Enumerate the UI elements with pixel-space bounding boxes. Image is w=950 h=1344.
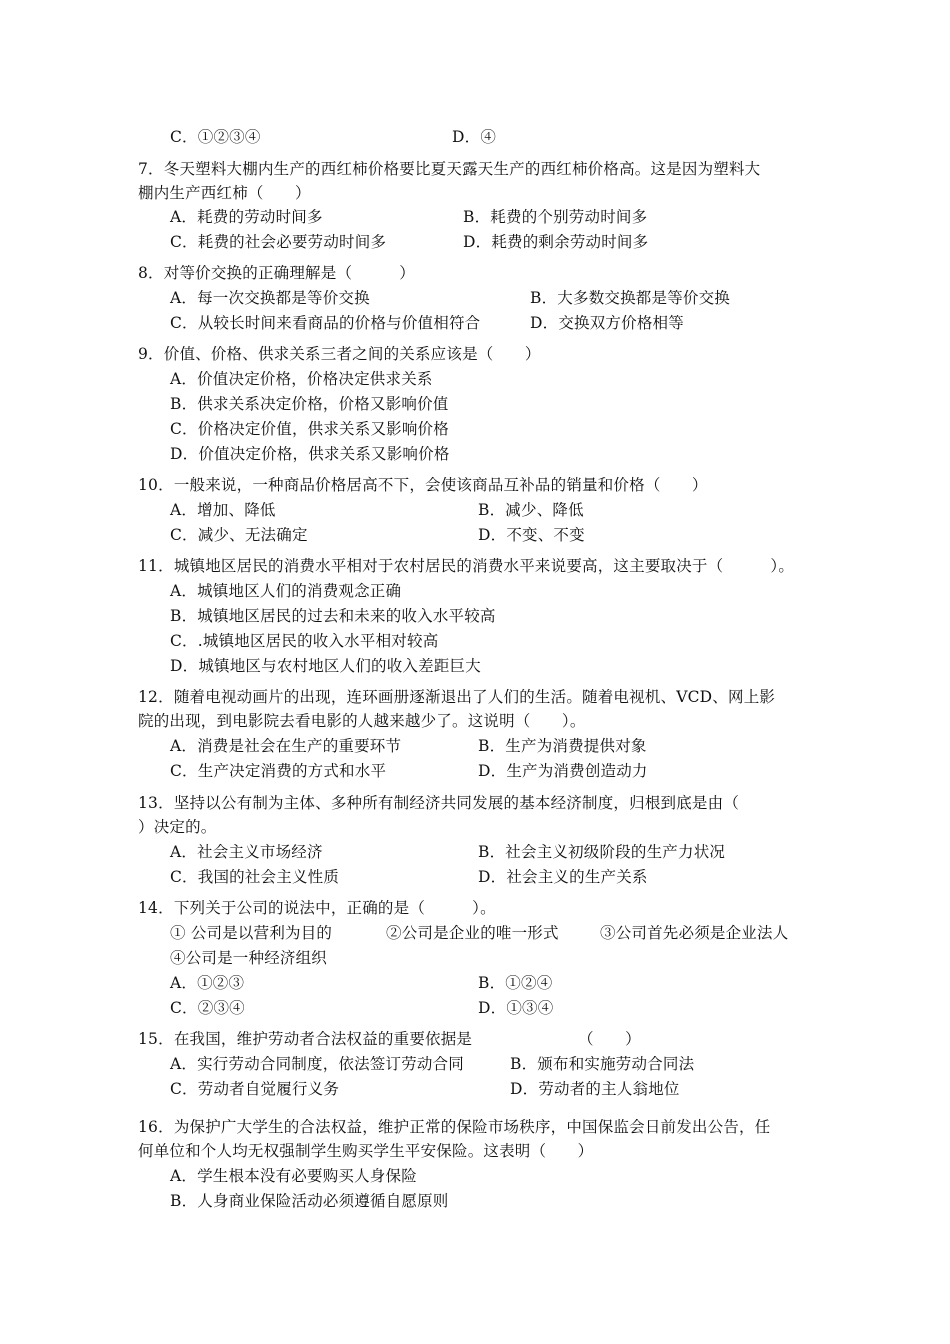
q7-option-c: C．耗费的社会必要劳动时间多 (170, 233, 387, 251)
q8-option-a: A．每一次交换都是等价交换 (170, 289, 370, 307)
q16-stem-line2: 何单位和个人均无权强制学生购买学生平安保险。这表明（ ） (138, 1142, 594, 1160)
q12-option-d: D．生产为消费创造动力 (478, 762, 648, 780)
q10-option-a: A．增加、降低 (170, 501, 276, 519)
q7-option-a: A．耗费的劳动时间多 (170, 208, 323, 226)
q13-option-a: A．社会主义市场经济 (170, 843, 323, 861)
q14-option-d: D．①③④ (478, 999, 554, 1017)
q12-option-b: B．生产为消费提供对象 (478, 737, 647, 755)
q12-stem-line2: 院的出现，到电影院去看电影的人越来越少了。这说明（ ）。 (138, 712, 586, 730)
q10-option-d: D．不变、不变 (478, 526, 585, 544)
q8-option-c: C．从较长时间来看商品的价格与价值相符合 (170, 314, 481, 332)
q7-stem-line2: 棚内生产西红柿（ ） (138, 184, 311, 202)
q11-stem: 11．城镇地区居民的消费水平相对于农村居民的消费水平来说要高，这主要取决于（ ）。 (138, 557, 795, 575)
q14-stem: 14．下列关于公司的说法中，正确的是（ ）。 (138, 899, 496, 917)
q12-stem-line1: 12．随着电视动画片的出现，连环画册逐渐退出了人们的生活。随着电视机、VCD、网上影 (138, 688, 776, 706)
q11-option-a: A．城镇地区人们的消费观念正确 (170, 582, 402, 600)
q7-option-d: D．耗费的剩余劳动时间多 (463, 233, 649, 251)
q14-option-c: C．②③④ (170, 999, 245, 1017)
q6-option-d: D．④ (452, 128, 497, 146)
q10-option-c: C．减少、无法确定 (170, 526, 308, 544)
q7-option-b: B．耗费的个别劳动时间多 (463, 208, 648, 226)
q9-option-c: C．价格决定价值，供求关系又影响价格 (170, 420, 449, 438)
q13-option-d: D．社会主义的生产关系 (478, 868, 648, 886)
q14-statement-2: ②公司是企业的唯一形式 (386, 924, 559, 942)
q14-statement-4: ④公司是一种经济组织 (170, 949, 328, 967)
q13-stem-line2: ）决定的。 (138, 818, 217, 836)
q9-option-d: D．价值决定价格，供求关系又影响价格 (170, 445, 450, 463)
q10-stem: 10．一般来说，一种商品价格居高不下，会使该商品互补品的销量和价格（ ） (138, 476, 708, 494)
q9-option-b: B．供求关系决定价格，价格又影响价值 (170, 395, 449, 413)
q15-option-d: D．劳动者的主人翁地位 (510, 1080, 680, 1098)
q14-option-b: B．①②④ (478, 974, 553, 992)
q13-option-b: B．社会主义初级阶段的生产力状况 (478, 843, 726, 861)
q15-option-a: A．实行劳动合同制度，依法签订劳动合同 (170, 1055, 464, 1073)
q9-option-a: A．价值决定价格，价格决定供求关系 (170, 370, 433, 388)
q15-option-b: B．颁布和实施劳动合同法 (510, 1055, 695, 1073)
q12-option-a: A．消费是社会在生产的重要环节 (170, 737, 402, 755)
q10-option-b: B．减少、降低 (478, 501, 584, 519)
q16-option-b: B．人身商业保险活动必须遵循自愿原则 (170, 1192, 449, 1210)
q8-option-b: B．大多数交换都是等价交换 (530, 289, 730, 307)
q15-option-c: C．劳动者自觉履行义务 (170, 1080, 340, 1098)
q7-stem-line1: 7．冬天塑料大棚内生产的西红柿价格要比夏天露天生产的西红柿价格高。这是因为塑料大 (138, 160, 761, 178)
q15-stem: 15．在我国，维护劳动者合法权益的重要依据是 (138, 1030, 473, 1048)
q16-stem-line1: 16．为保护广大学生的合法权益，维护正常的保险市场秩序，中国保监会日前发出公告，任 (138, 1118, 771, 1136)
q8-stem: 8．对等价交换的正确理解是（ ） (138, 264, 415, 282)
q13-stem-line1: 13．坚持以公有制为主体、多种所有制经济共同发展的基本经济制度，归根到底是由（ (138, 794, 740, 812)
q13-option-c: C．我国的社会主义性质 (170, 868, 340, 886)
q14-statement-1: ① 公司是以营利为目的 (170, 924, 333, 942)
q12-option-c: C．生产决定消费的方式和水平 (170, 762, 387, 780)
q15-answer-parens: （ ） (578, 1030, 641, 1048)
q14-option-a: A．①②③ (170, 974, 245, 992)
q8-option-d: D．交换双方价格相等 (530, 314, 684, 332)
q9-stem: 9．价值、价格、供求关系三者之间的关系应该是（ ） (138, 345, 541, 363)
q11-option-b: B．城镇地区居民的过去和未来的收入水平较高 (170, 607, 496, 625)
q16-option-a: A．学生根本没有必要购买人身保险 (170, 1167, 417, 1185)
q6-option-c: C．①②③④ (170, 128, 261, 146)
q14-statement-3: ③公司首先必须是企业法人 (600, 924, 789, 942)
q11-option-d: D．城镇地区与农村地区人们的收入差距巨大 (170, 657, 481, 675)
q11-option-c: C．.城镇地区居民的收入水平相对较高 (170, 632, 439, 650)
